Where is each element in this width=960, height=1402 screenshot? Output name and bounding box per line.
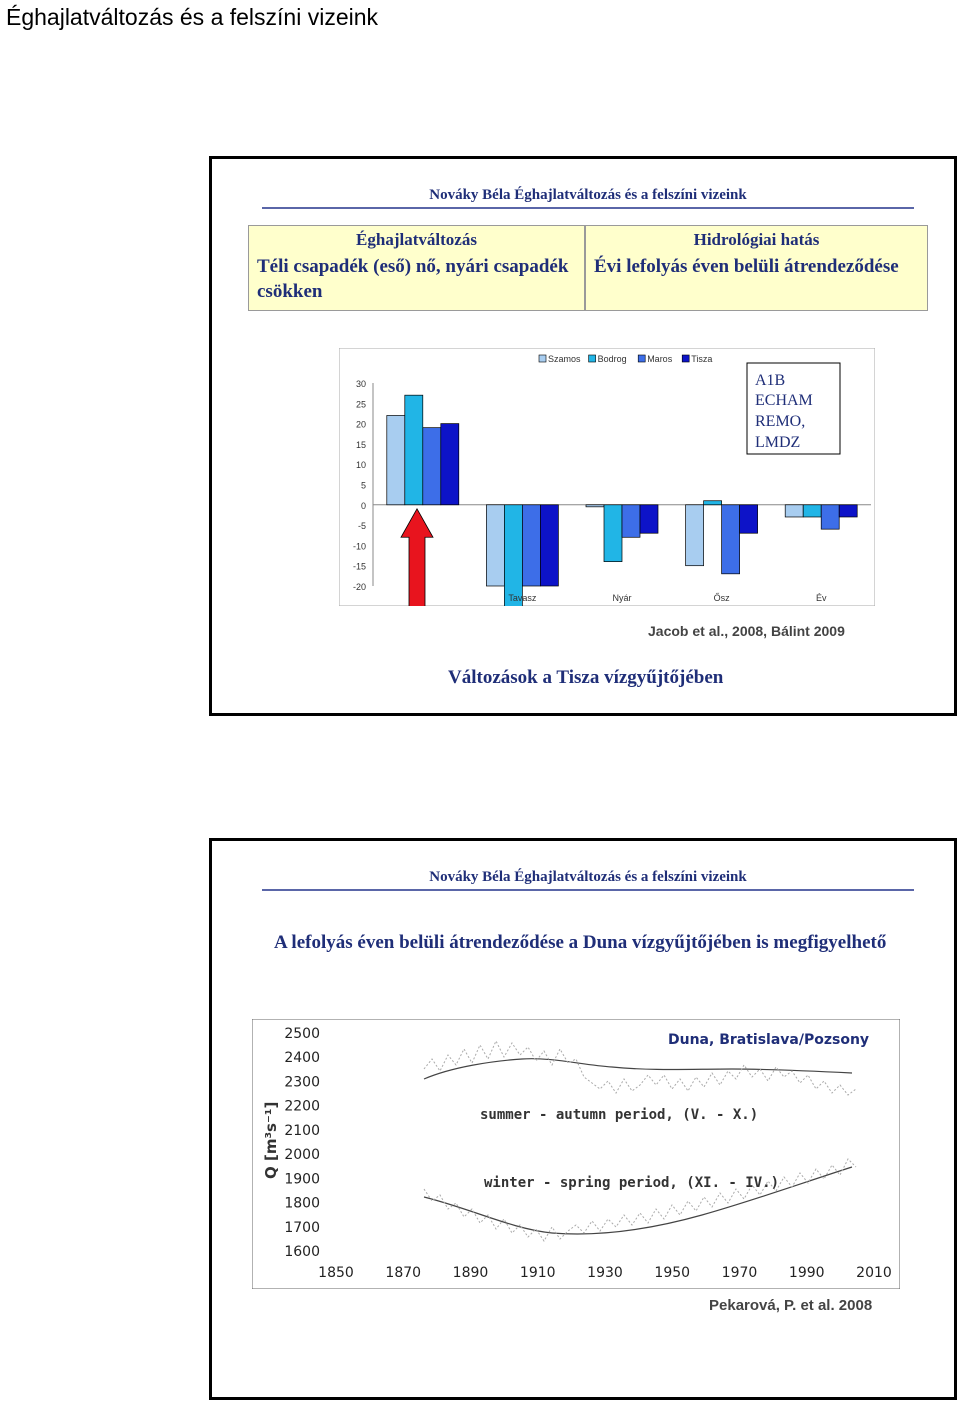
- y-tick-label: 30: [355, 379, 366, 389]
- y-tick-label: 15: [355, 439, 366, 450]
- bar-bodrog: [405, 395, 423, 505]
- x-tick-label: 1950: [654, 1265, 691, 1281]
- y-tick-label: 2100: [284, 1122, 320, 1139]
- climate-change-box: [248, 225, 585, 311]
- header-divider: [262, 889, 914, 891]
- bar-szamos: [686, 505, 704, 566]
- scenario-line-4: LMDZ: [755, 434, 801, 451]
- bar-szamos: [387, 415, 405, 504]
- climate-change-text: Téli csapadék (eső) nő, nyári csapadék csökken: [257, 256, 569, 302]
- legend-label: Bodrog: [597, 354, 627, 364]
- bar-tisza: [839, 505, 857, 517]
- y-tick-label: 1900: [284, 1171, 320, 1188]
- y-tick-label: 25: [355, 399, 366, 410]
- legend-label: Maros: [647, 354, 673, 364]
- bar-bodrog: [704, 501, 722, 505]
- reference-citation: Jacob et al., 2008, Bálint 2009: [648, 623, 845, 639]
- y-tick-label: 2200: [284, 1098, 320, 1115]
- x-tick-label: 1870: [385, 1265, 422, 1281]
- y-tick-label: 2400: [284, 1050, 320, 1067]
- legend-swatch: [589, 355, 596, 362]
- scenario-line-1: A1B: [755, 372, 786, 389]
- legend-swatch: [638, 355, 645, 362]
- x-tick-label: 1990: [788, 1265, 825, 1281]
- bar-tisza: [441, 424, 459, 505]
- bar-maros: [821, 505, 839, 529]
- x-tick-label: 1970: [721, 1265, 758, 1281]
- x-tick-label: 2010: [856, 1265, 892, 1281]
- bar-szamos: [586, 505, 604, 507]
- slide-header: Nováky Béla Éghajlatváltozás és a felszíni vizeink: [429, 869, 747, 885]
- y-tick-label: 10: [355, 460, 366, 471]
- slide-climate-change: [209, 156, 957, 716]
- y-tick-label: 1700: [284, 1219, 320, 1236]
- y-tick-label: 0: [360, 500, 366, 511]
- hydrological-impact-box: [585, 225, 928, 311]
- y-axis-label: Q [m³s⁻¹]: [262, 1101, 280, 1179]
- x-tick-label: 1930: [587, 1265, 623, 1281]
- x-category-label: Tavasz: [508, 593, 537, 603]
- x-tick-label: 1890: [452, 1265, 489, 1281]
- bar-tisza: [740, 505, 758, 533]
- header-divider: [262, 207, 914, 209]
- x-tick-label: 1850: [318, 1265, 354, 1281]
- reference-citation: Pekarová, P. et al. 2008: [709, 1297, 873, 1314]
- y-tick-label: 2000: [284, 1147, 320, 1164]
- climate-change-heading: Éghajlatváltozás: [356, 230, 477, 249]
- y-tick-label: 5: [360, 480, 366, 491]
- x-tick-label: 1910: [519, 1265, 556, 1281]
- y-tick-label: -10: [352, 541, 366, 552]
- bar-bodrog: [604, 505, 622, 562]
- bar-szamos: [785, 505, 803, 517]
- hydrological-impact-heading: Hidrológiai hatás: [693, 230, 820, 249]
- bar-tisza: [540, 505, 558, 586]
- slide-statement: A lefolyás éven belüli átrendeződése a Duna vízgyűjtőjében is megfigyelhető: [274, 932, 887, 953]
- bar-maros: [522, 505, 540, 586]
- legend-swatch: [682, 355, 689, 362]
- y-tick-label: -20: [352, 582, 366, 592]
- bar-maros: [622, 505, 640, 537]
- chart-title: Duna, Bratislava/Pozsony: [668, 1032, 870, 1048]
- y-tick-label: 1600: [284, 1244, 320, 1260]
- danube-discharge-chart: [252, 1019, 900, 1289]
- summary-boxes: [248, 225, 928, 311]
- y-tick-label: -15: [352, 561, 366, 572]
- bar-szamos: [486, 505, 504, 586]
- page-title: Éghajlatváltozás és a felszíni vizeink: [6, 4, 379, 30]
- x-category-label: Év: [815, 593, 827, 603]
- slide-header: Nováky Béla Éghajlatváltozás és a felszíni vizeink: [429, 187, 747, 203]
- x-category-label: Ősz: [713, 593, 730, 603]
- x-category-label: Nyár: [612, 593, 632, 603]
- bar-maros: [722, 505, 740, 574]
- winter-period-label: winter - spring period, (XI. - IV.): [484, 1175, 780, 1191]
- tisza-change-bar-chart: [339, 348, 875, 606]
- scenario-line-3: REMO,: [755, 413, 806, 430]
- y-tick-label: 20: [355, 419, 366, 430]
- bar-tisza: [640, 505, 658, 533]
- legend-label: Szamos: [548, 354, 581, 364]
- y-tick-label: 2500: [284, 1026, 320, 1042]
- chart-frame: [252, 1019, 900, 1289]
- scenario-line-2: ECHAM: [755, 392, 813, 409]
- slide-danube-runoff: [209, 838, 957, 1400]
- legend-label: Tisza: [691, 354, 713, 364]
- y-tick-label: 2300: [284, 1074, 320, 1091]
- bar-bodrog: [504, 505, 522, 606]
- bar-maros: [423, 428, 441, 505]
- legend-swatch: [539, 355, 546, 362]
- hydrological-impact-text: Évi lefolyás éven belüli átrendeződése: [594, 256, 899, 277]
- y-tick-label: 1800: [284, 1195, 320, 1212]
- slide-caption: Változások a Tisza vízgyűjtőjében: [448, 667, 724, 688]
- summer-period-label: summer - autumn period, (V. - X.): [480, 1107, 759, 1123]
- y-tick-label: -5: [357, 521, 366, 532]
- bar-bodrog: [803, 505, 821, 517]
